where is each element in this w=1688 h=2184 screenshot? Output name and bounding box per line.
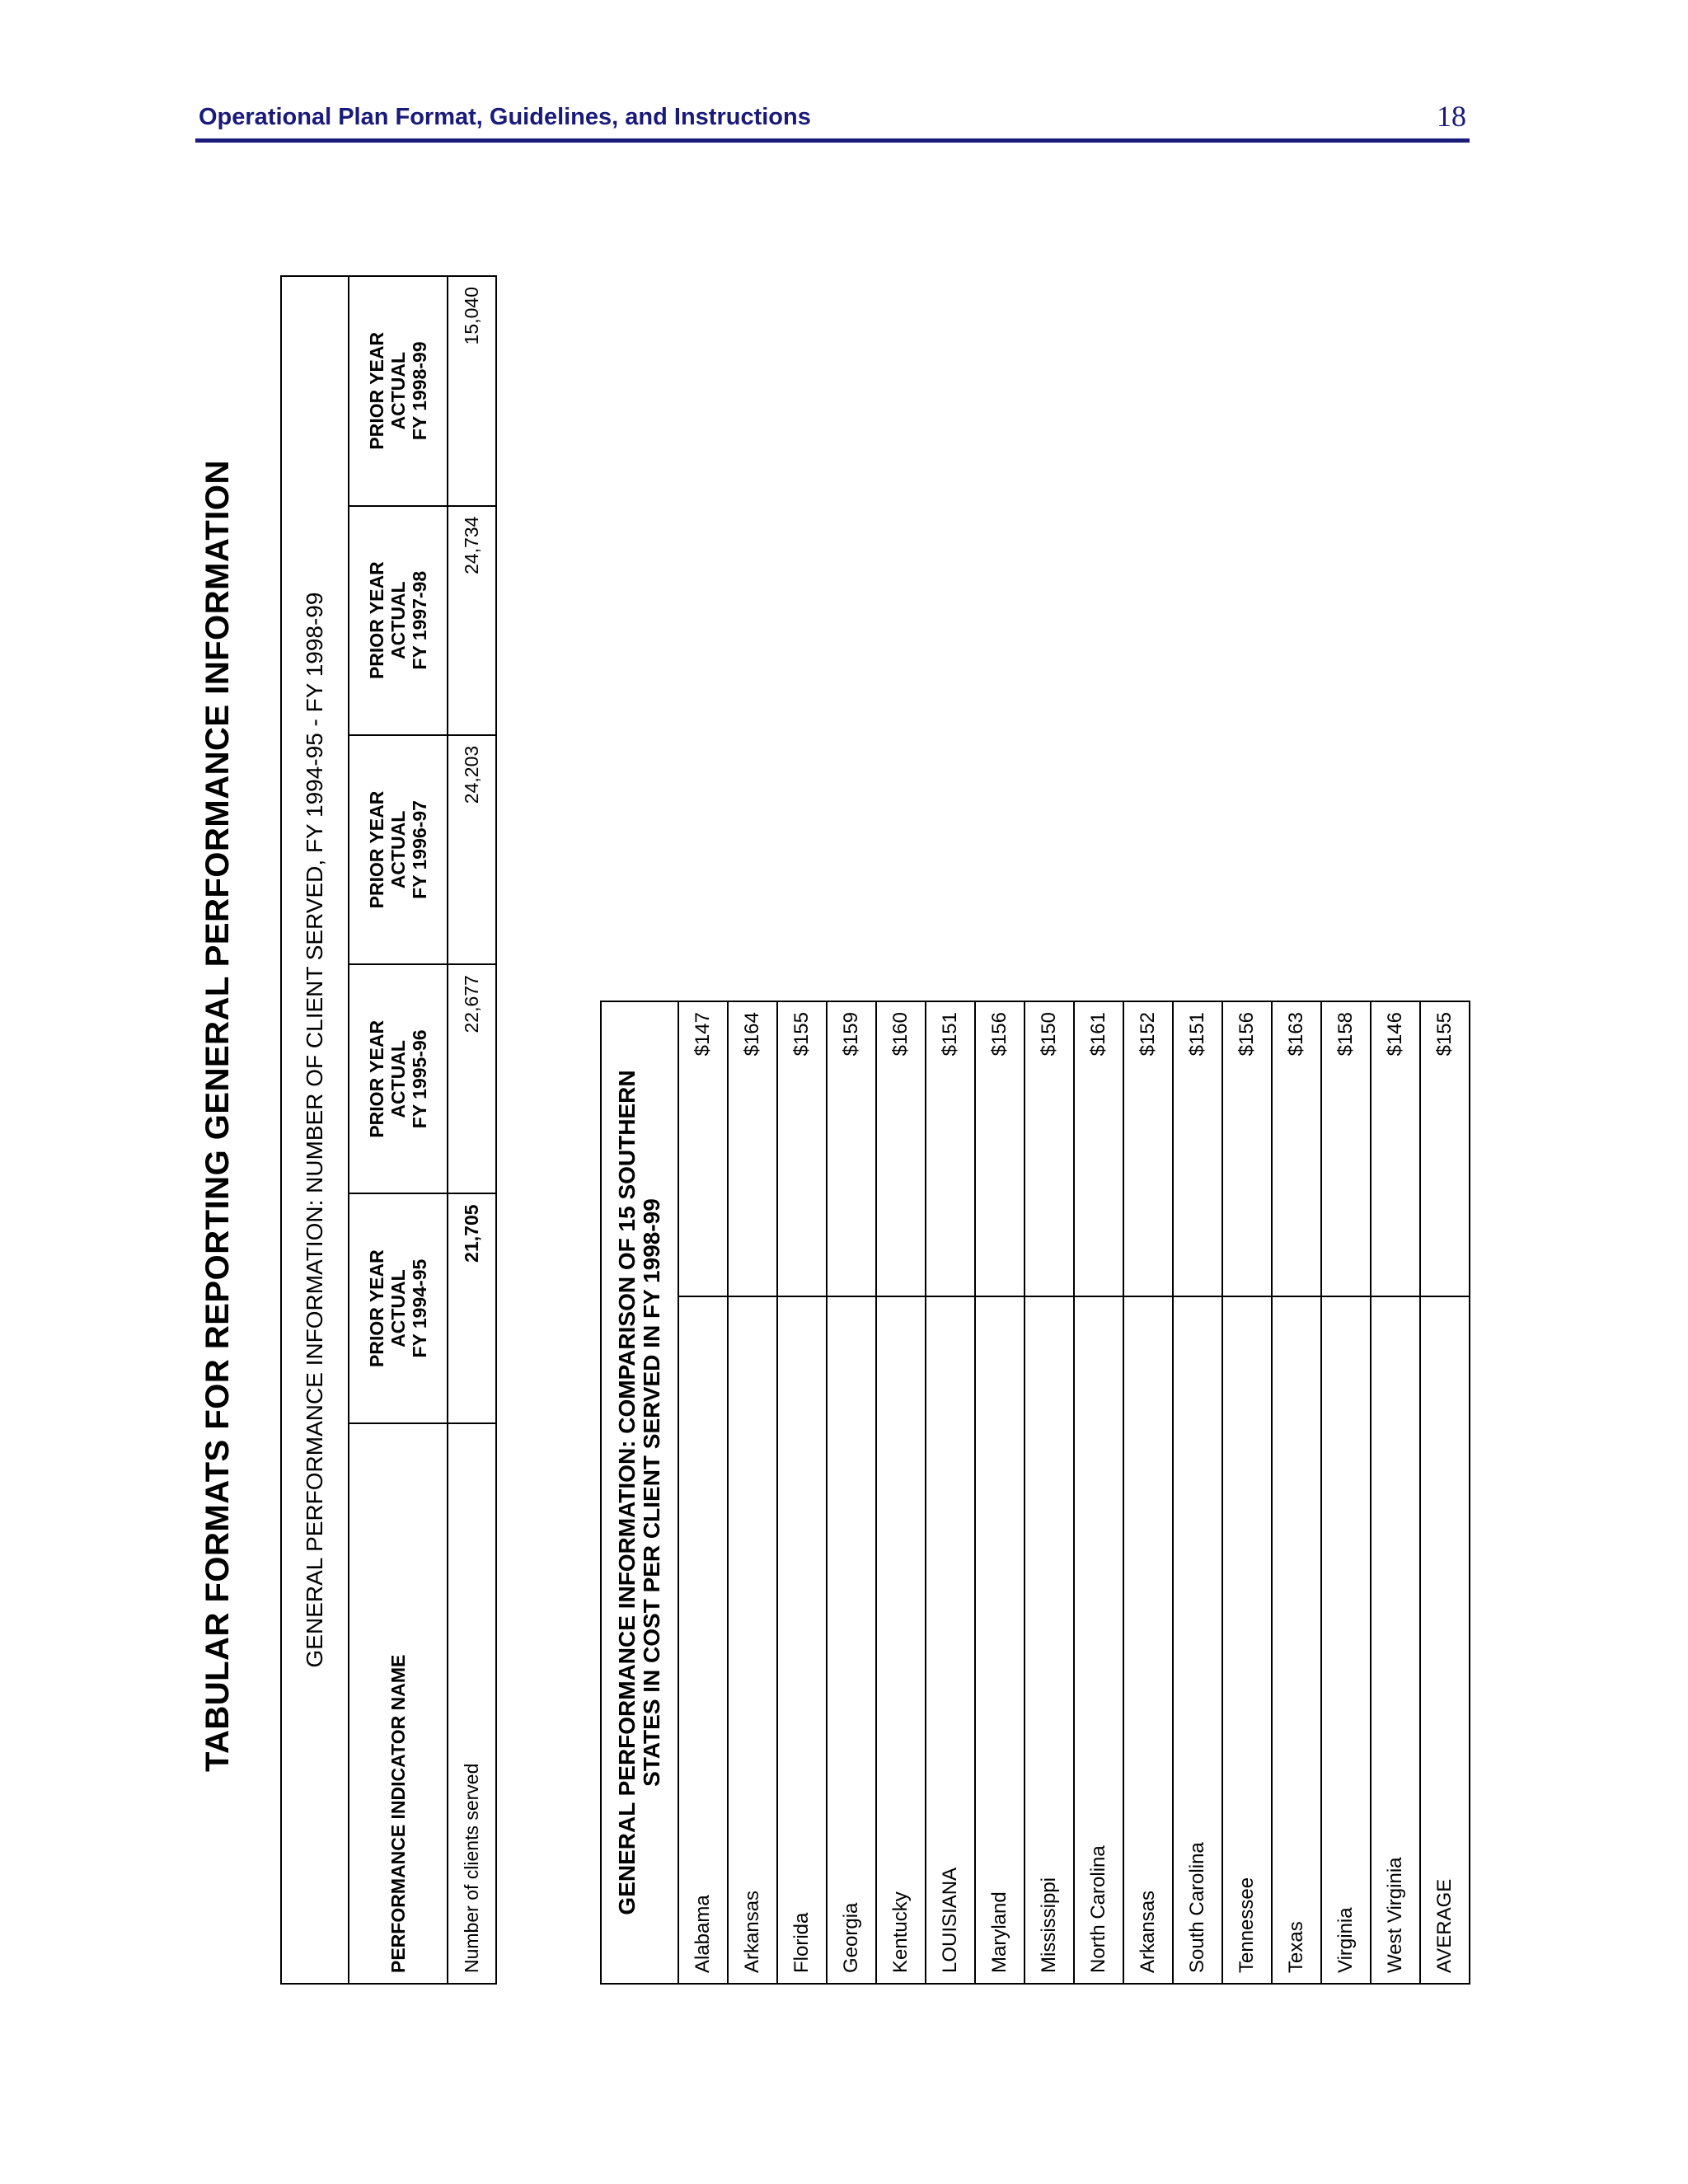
state-name: Texas [1272, 1296, 1321, 1984]
cost-value: $151 [926, 1001, 975, 1296]
table-row [1123, 1001, 1173, 1984]
cost-value: $156 [1222, 1001, 1272, 1296]
state-name: West Virginia [1371, 1296, 1420, 1984]
clients-served-table [280, 275, 492, 1985]
table1-col-header: PRIOR YEAR ACTUAL FY 1997-98 [349, 506, 448, 735]
state-name: Arkansas [1123, 1296, 1173, 1984]
cost-value: $150 [1025, 1001, 1074, 1296]
table-row [777, 1001, 827, 1984]
indicator-value: 24,203 [448, 735, 496, 964]
table-row [975, 1001, 1025, 1984]
state-name: Florida [777, 1296, 827, 1984]
state-name: North Carolina [1074, 1296, 1123, 1984]
table-row [1371, 1001, 1420, 1984]
table1-col-header: PRIOR YEAR ACTUAL FY 1994-95 [349, 1193, 448, 1422]
table1-col-header: PRIOR YEAR ACTUAL FY 1996-97 [349, 735, 448, 964]
state-name: Mississippi [1025, 1296, 1074, 1984]
cost-value: $164 [728, 1001, 777, 1296]
state-name: Kentucky [876, 1296, 926, 1984]
table-row [448, 276, 496, 1984]
main-title: TABULAR FORMATS FOR REPORTING GENERAL PERFORMANCE INFORMATION [199, 460, 236, 1772]
cost-value: $152 [1123, 1001, 1173, 1296]
indicator-value: 22,677 [448, 964, 496, 1193]
table2-caption: GENERAL PERFORMANCE INFORMATION: COMPARISON OF 15 SOUTHERN STATES IN COST PER CLIENT SERVED IN FY 1998-99 [601, 1001, 678, 1984]
table-row [1025, 1001, 1074, 1984]
indicator-value: 15,040 [448, 276, 496, 506]
table-row [1321, 1001, 1371, 1984]
cost-value: $163 [1272, 1001, 1321, 1296]
page-number: 18 [1437, 100, 1466, 133]
cost-value: $159 [827, 1001, 876, 1296]
table1-name-header: PERFORMANCE INDICATOR NAME [349, 1423, 448, 1984]
table-row [1074, 1001, 1123, 1984]
header-title: Operational Plan Format, Guidelines, and Instructions [199, 104, 811, 130]
table-row [728, 1001, 777, 1984]
state-name: Arkansas [728, 1296, 777, 1984]
page-header [195, 99, 1470, 143]
cost-comparison-table [600, 1001, 1474, 1985]
state-name: Virginia [1321, 1296, 1371, 1984]
table-row [1420, 1001, 1470, 1984]
table-row [1173, 1001, 1222, 1984]
state-name: Tennessee [1222, 1296, 1272, 1984]
cost-value: $146 [1371, 1001, 1420, 1296]
cost-value: $147 [678, 1001, 728, 1296]
table-row [678, 1001, 728, 1984]
state-name: LOUISIANA [926, 1296, 975, 1984]
table1-caption: GENERAL PERFORMANCE INFORMATION: NUMBER OF CLIENT SERVED, FY 1994-95 - FY 1998-99 [281, 276, 349, 1984]
cost-value: $155 [1420, 1001, 1470, 1296]
indicator-name: Number of clients served [448, 1423, 496, 1984]
state-name: Alabama [678, 1296, 728, 1984]
state-name: Maryland [975, 1296, 1025, 1984]
table-row [926, 1001, 975, 1984]
state-name: AVERAGE [1420, 1296, 1470, 1984]
state-name: South Carolina [1173, 1296, 1222, 1984]
indicator-value: 24,734 [448, 506, 496, 735]
table-row [1222, 1001, 1272, 1984]
cost-value: $156 [975, 1001, 1025, 1296]
cost-value: $161 [1074, 1001, 1123, 1296]
indicator-value: 21,705 [448, 1193, 496, 1422]
cost-value: $155 [777, 1001, 827, 1296]
cost-value: $158 [1321, 1001, 1371, 1296]
table1-col-header: PRIOR YEAR ACTUAL FY 1998-99 [349, 276, 448, 506]
table-row [1272, 1001, 1321, 1984]
cost-value: $160 [876, 1001, 926, 1296]
table-row [876, 1001, 926, 1984]
cost-value: $151 [1173, 1001, 1222, 1296]
table-row [827, 1001, 876, 1984]
state-name: Georgia [827, 1296, 876, 1984]
table1-col-header: PRIOR YEAR ACTUAL FY 1995-96 [349, 964, 448, 1193]
